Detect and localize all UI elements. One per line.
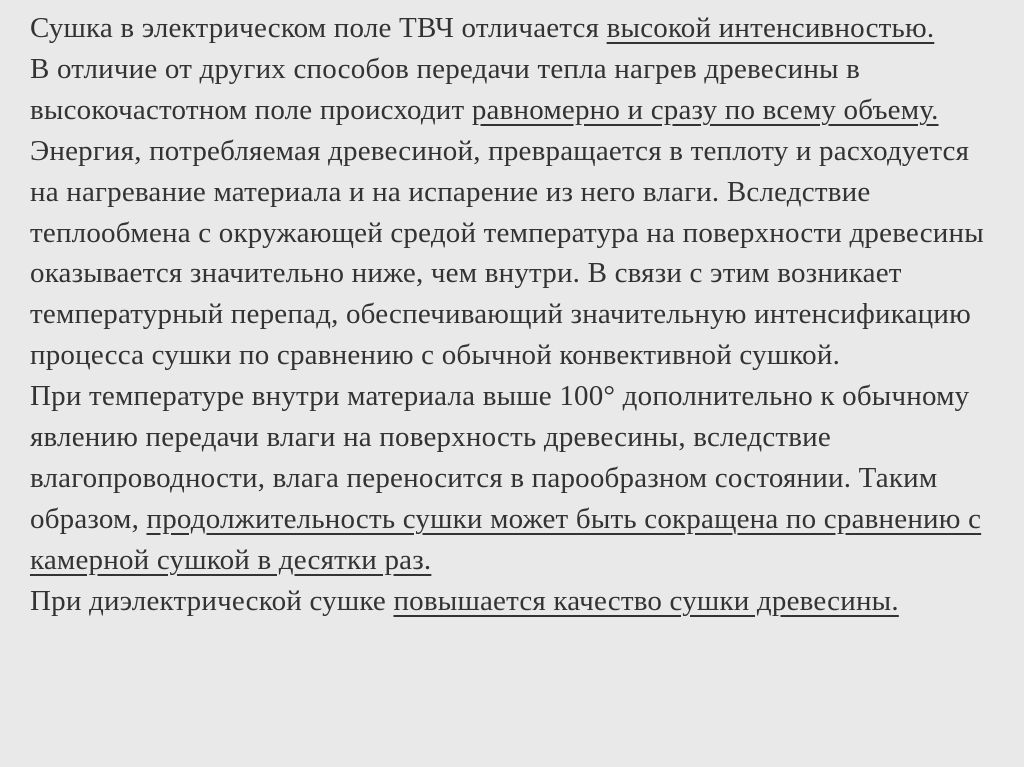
text-segment: Энергия, потребляемая древесиной, превращается в теплоту и расходуется на нагревание материала и на испарение из него влаги. Вследствие теплообмена с окружающей средой температура на поверхности древесины оказывается значительно ниже, чем внутри. В связи с этим возникает температурный перепад, обеспечивающий значительную интенсификацию процесса сушки по сравнению с обычной конвективной сушкой.: [30, 134, 984, 372]
paragraph-vapor-transfer: [30, 376, 1005, 581]
underlined-text-segment: высокой интенсивностью.: [606, 12, 935, 44]
slide-body-text: [30, 8, 1005, 622]
text-segment: При температуре внутри материала выше 100° дополнительно к обычному явлению передачи влаги на поверхность древесины, вследствие влагопроводности, влага переносится в парообразном состоянии. Таким образом,: [30, 380, 970, 535]
underlined-text-segment: продолжительность сушки может быть сокращена по сравнению с камерной сушкой в десятки раз.: [30, 502, 982, 576]
paragraph-uniform-heating: [30, 49, 1005, 376]
underlined-text-segment: повышается качество сушки древесины.: [393, 584, 899, 617]
text-segment: При диэлектрической сушке: [30, 584, 394, 617]
underlined-text-segment: равномерно и сразу по всему объему.: [471, 93, 939, 126]
text-segment: В отличие от других способов передачи тепла нагрев древесины в высокочастотном поле происходит: [30, 52, 861, 126]
paragraph-intensity: [30, 8, 1005, 49]
text-segment: Сушка в электрическом поле ТВЧ отличается: [30, 12, 607, 44]
paragraph-quality: [30, 581, 1005, 622]
